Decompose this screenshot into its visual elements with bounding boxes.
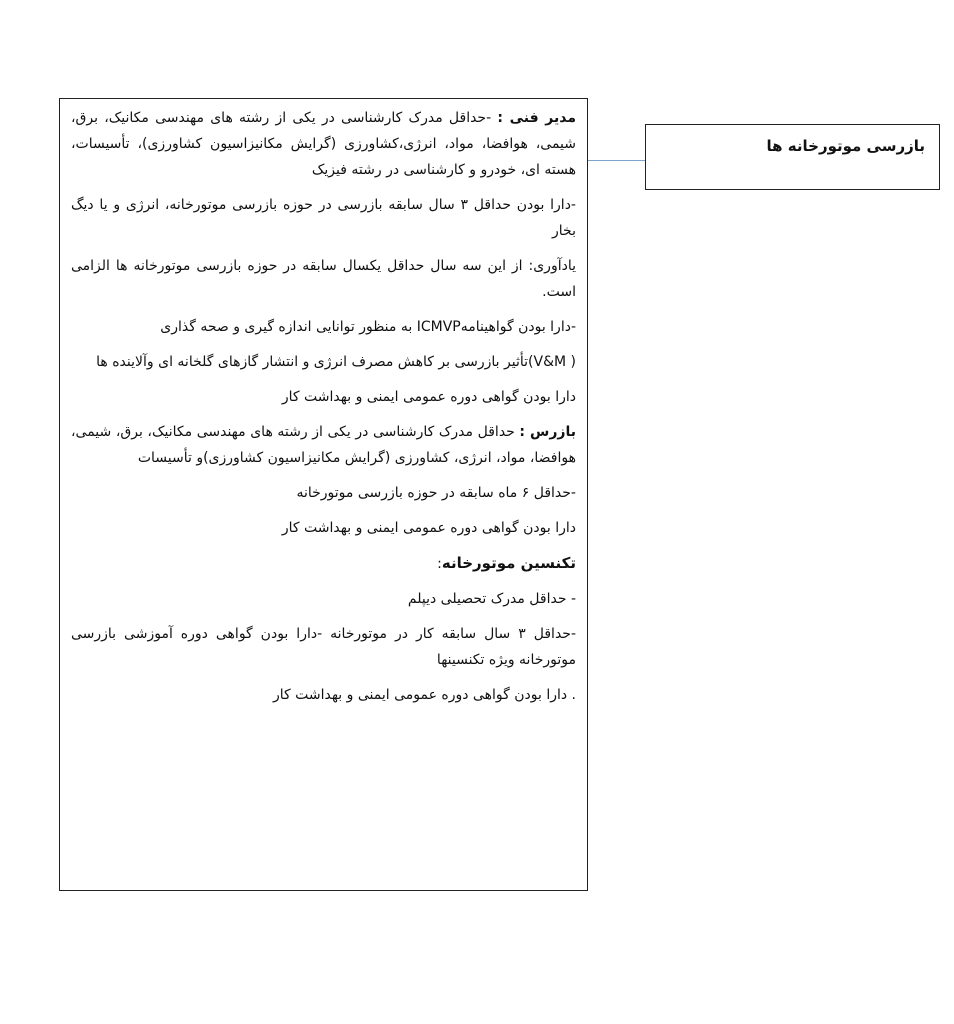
paragraph-text: -دارا بودن گواهینامهICMVP به منظور توانایی اندازه گیری و صحه گذاری <box>160 319 576 335</box>
paragraph-icmvp-certificate <box>71 314 576 340</box>
paragraph-text: -حداقل ۳ سال سابقه کار در موتورخانه -دارا بودن گواهی دوره آموزشی بازرسی موتورخانه ویژه تکنسینها <box>71 626 576 668</box>
requirements-box <box>59 98 588 891</box>
paragraph-experience-requirement <box>71 192 576 244</box>
paragraph-text: -حداقل ۶ ماه سابقه در حوزه بازرسی موتورخانه <box>296 485 576 501</box>
paragraph-text: ( V&M)تأثیر بازرسی بر کاهش مصرف انرژی و انتشار گازهای گلخانه ای وآلاینده ها <box>96 354 576 370</box>
paragraph-technician-education <box>71 586 576 612</box>
connector-line <box>588 160 645 161</box>
paragraph-safety-certificate <box>71 384 576 410</box>
paragraph-vm-impact <box>71 349 576 375</box>
paragraph-text: . دارا بودن گواهی دوره عمومی ایمنی و بهداشت کار <box>273 687 576 703</box>
paragraph-technical-manager <box>71 105 576 183</box>
paragraph-text: : <box>437 556 442 572</box>
paragraph-text: -دارا بودن حداقل ۳ سال سابقه بازرسی در حوزه بازرسی موتورخانه، انرژی و یا دیگ بخار <box>71 197 576 239</box>
paragraph-text: - حداقل مدرک تحصیلی دیپلم <box>407 591 576 607</box>
paragraph-text: دارا بودن گواهی دوره عمومی ایمنی و بهداشت کار <box>281 520 576 536</box>
paragraph-technician-heading <box>71 550 576 577</box>
technician-heading: تکنسین موتورخانه <box>441 554 576 572</box>
technical-manager-label: مدیر فنی : <box>497 110 576 126</box>
paragraph-inspector <box>71 419 576 471</box>
inspector-label: بازرس : <box>519 424 576 440</box>
paragraph-reminder <box>71 253 576 305</box>
paragraph-text: یادآوری: از این سه سال حداقل یکسال سابقه در حوزه بازرسی موتورخانه ها الزامی است. <box>71 258 576 300</box>
section-title-box <box>645 124 940 190</box>
paragraph-inspector-safety <box>71 515 576 541</box>
paragraph-inspector-experience <box>71 480 576 506</box>
paragraph-text: دارا بودن گواهی دوره عمومی ایمنی و بهداشت کار <box>281 389 576 405</box>
paragraph-text: حداقل مدرک کارشناسی در یکی از رشته های مهندسی مکانیک، برق، شیمی، هوافضا، مواد، انرژی، کشاورزی (گرایش مکانیزاسیون کشاورزی)و تأسیسات <box>71 424 576 466</box>
section-title: بازرسی موتورخانه ها <box>766 137 925 155</box>
paragraph-technician-safety <box>71 682 576 708</box>
paragraph-text: -حداقل مدرک کارشناسی در یکی از رشته های مهندسی مکانیک، برق، شیمی، هوافضا، مواد، انرژی،کشاورزی (گرایش مکانیزاسیون کشاورزی)، تأسیسات، هسته ای، خودرو و کارشناسی در رشته فیزیک <box>71 110 576 178</box>
paragraph-technician-experience <box>71 621 576 673</box>
